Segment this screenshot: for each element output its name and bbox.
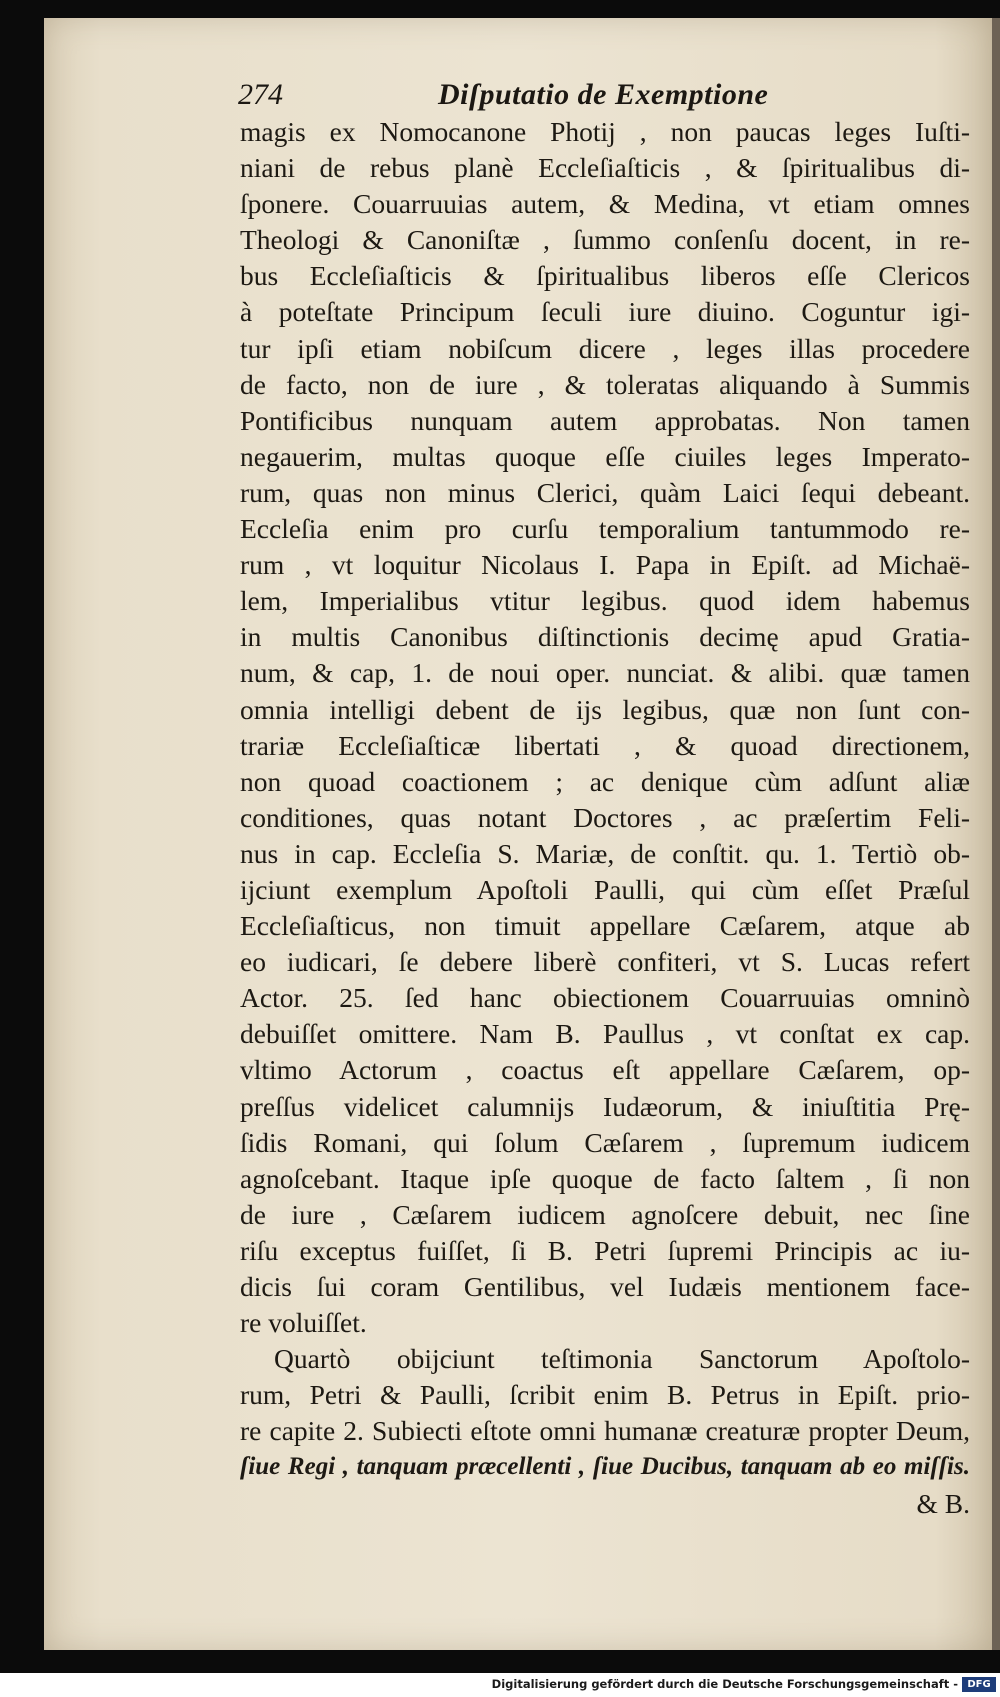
footer-credit: Digitalisierung gefördert durch die Deutsche Forschungsgemeinschaft - — [491, 1677, 958, 1691]
text-line: agnoſcebant. Itaque ipſe quoque de facto ſaltem , ſi non — [240, 1162, 970, 1194]
text-line: riſu exceptus fuiſſet, ſi B. Petri ſupremi Principis ac iu- — [240, 1234, 970, 1266]
text-line: vltimo Actorum , coactus eſt appellare Cæſarem, op- — [240, 1054, 970, 1086]
text-line: Eccleſia enim pro curſu temporalium tantummodo re- — [240, 513, 970, 545]
running-title: Diſputatio de Exemptione — [438, 78, 769, 111]
text-line: in multis Canonibus diſtinctionis decimę apud Gratia- — [240, 621, 970, 653]
text-line: nus in cap. Eccleſia S. Mariæ, de conſtit. qu. 1. Tertiò ob- — [240, 837, 970, 869]
text-line: à poteſtate Principum ſeculi iure diuino. Coguntur igi- — [240, 296, 970, 328]
text-line: trariæ Eccleſiaſticæ libertati , & quoad directionem, — [240, 729, 970, 761]
text-line: rum, Petri & Paulli, ſcribit enim B. Petrus in Epiſt. prio- — [240, 1379, 970, 1411]
text-line: Actor. 25. ſed hanc obiectionem Couarruuias omninò — [240, 982, 970, 1014]
text-line: rum, quas non minus Clerici, quàm Laici ſequi debeant. — [240, 476, 970, 508]
text-line: conditiones, quas notant Doctores , ac præſertim Feli- — [240, 801, 970, 833]
text-line: re voluiſſet. — [240, 1307, 367, 1339]
text-line: de facto, non de iure , & toleratas aliquando à Summis — [240, 368, 970, 400]
text-line: num, & cap, 1. de noui oper. nunciat. & alibi. quæ tamen — [240, 657, 970, 689]
page-number: 274 — [238, 78, 283, 111]
text-line: dicis ſui coram Gentilibus, vel Iudæis mentionem face- — [240, 1271, 970, 1302]
text-line: re capite 2. Subiecti eſtote omni humanæ creaturæ propter Deum, — [240, 1415, 970, 1447]
body-text — [240, 114, 970, 1522]
text-line: ſponere. Couarruuias autem, & Medina, vt etiam omnes — [240, 188, 970, 220]
text-line: ſidis Romani, qui ſolum Cæſarem , ſupremum iudicem — [240, 1126, 970, 1158]
text-line: Eccleſiaſticus, non timuit appellare Cæſarem, atque ab — [240, 910, 970, 942]
text-line: magis ex Nomocanone Photij , non paucas leges Iuſti- — [240, 116, 970, 147]
text-line: eo iudicari, ſe debere liberè confiteri, vt S. Lucas refert — [240, 946, 970, 978]
running-head — [238, 78, 938, 118]
text-line: omnia intelligi debent de ijs legibus, quæ non ſunt con- — [240, 693, 970, 725]
text-line: preſſus videlicet calumnijs Iudæorum, & iniuſtitia Prę- — [240, 1090, 970, 1122]
text-line: bus Eccleſiaſticis & ſpiritualibus liberos eſſe Clericos — [240, 260, 970, 292]
text-line: negauerim, multas quoque eſſe ciuiles leges Imperato- — [240, 440, 970, 472]
catchword: & B. — [916, 1487, 970, 1519]
text-line: rum , vt loquitur Nicolaus I. Papa in Epiſt. ad Michaë- — [240, 549, 970, 581]
text-line: de iure , Cæſarem iudicem agnoſcere debuit, nec ſine — [240, 1198, 970, 1230]
text-line: Pontificibus nunquam autem approbatas. Non tamen — [240, 404, 970, 436]
text-line: Quartò obijciunt teſtimonia Sanctorum Apoſtolo- — [274, 1343, 970, 1375]
text-line: debuiſſet omittere. Nam B. Paullus , vt conſtat ex cap. — [240, 1018, 970, 1050]
text-line: lem, Imperialibus vtitur legibus. quod idem habemus — [240, 585, 970, 617]
text-line: ijciunt exemplum Apoſtoli Paulli, qui cùm eſſet Præſul — [240, 873, 970, 905]
page-edge — [992, 18, 1000, 1650]
text-line: non quoad coactionem ; ac denique cùm adſunt aliæ — [240, 765, 970, 797]
dfg-logo[interactable]: DFG — [962, 1677, 996, 1692]
footer-bar — [0, 1673, 1000, 1697]
text-line: niani de rebus planè Eccleſiaſticis , & ſpiritualibus di- — [240, 152, 970, 184]
text-line: Theologi & Canoniſtæ , ſummo conſenſu docent, in re- — [240, 224, 970, 256]
text-line: tur ipſi etiam nobiſcum dicere , leges illas procedere — [240, 332, 970, 364]
text-line-italic: ſiue Regi , tanquam præcellenti , ſiue Ducibus, tanquam ab eo miſſis. — [240, 1453, 970, 1481]
